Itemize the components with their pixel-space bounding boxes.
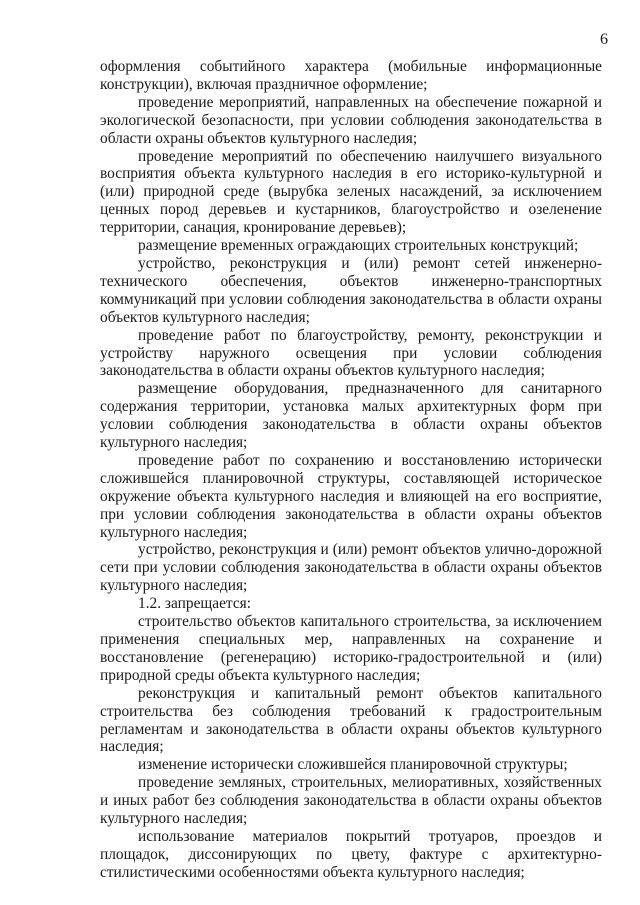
paragraph-continuation: оформления событийного характера (мобильные информационные конструкции), включая праздничное оформление; [100,58,602,93]
paragraph: использование материалов покрытий тротуаров, проездов и площадок, диссонирующих по цвету, фактуре с архитектурно-стилистическими особенностями объекта культурного наследия; [100,827,602,881]
paragraph: проведение мероприятий, направленных на обеспечение пожарной и экологической безопасности, при условии соблюдения законодательства в области охраны объектов культурного наследия; [100,93,602,147]
paragraph: проведение земляных, строительных, мелиоративных, хозяйственных и иных работ без соблюдения законодательства в области охраны объектов культурного наследия; [100,774,602,828]
document-body [100,58,602,882]
paragraph: размещение временных ограждающих строительных конструкций; [138,237,579,255]
paragraph: проведение мероприятий по обеспечению наилучшего визуального восприятия объекта культурного наследия в его историко-культурной и (или) природной среде (вырубка зеленых насаждений, за исключением ценных пород деревьев и кустарников, благоустройство и озеленение территории, санация, кронирование деревьев); [100,147,602,237]
paragraph: проведение работ по благоустройству, ремонту, реконструкции и устройству наружного освещения при условии соблюдения законодательства в области охраны объектов культурного наследия; [100,326,602,380]
page-number: 6 [600,31,608,48]
paragraph: размещение оборудования, предназначенного для санитарного содержания территории, установка малых архитектурных форм при условии соблюдения законодательства в области охраны объектов культурного наследия; [100,380,602,452]
section-heading: 1.2. запрещается: [138,595,252,613]
paragraph: устройство, реконструкция и (или) ремонт объектов улично-дорожной сети при условии соблюдения законодательства в области охраны объектов культурного наследия; [100,541,602,595]
paragraph: изменение исторически сложившейся планировочной структуры; [138,756,568,774]
paragraph: строительство объектов капитального строительства, за исключением применения специальных мер, направленных на сохранение и восстановление (регенерацию) историко-градостроительной и (или) природной среды объекта культурного наследия; [100,613,602,684]
paragraph: реконструкция и капитальный ремонт объектов капитального строительства без соблюдения требований к градостроительным регламентам и законодательства в области охраны объектов культурного наследия; [100,684,602,756]
paragraph: устройство, реконструкция и (или) ремонт сетей инженерно-технического обеспечения, объектов инженерно-транспортных коммуникаций при условии соблюдения законодательства в области охраны объектов культурного наследия; [100,254,602,326]
paragraph: проведение работ по сохранению и восстановлению исторически сложившейся планировочной структуры, составляющей историческое окружение объекта культурного наследия и влияющей на его восприятие, при условии соблюдения законодательства в области охраны объектов культурного наследия; [100,451,602,541]
